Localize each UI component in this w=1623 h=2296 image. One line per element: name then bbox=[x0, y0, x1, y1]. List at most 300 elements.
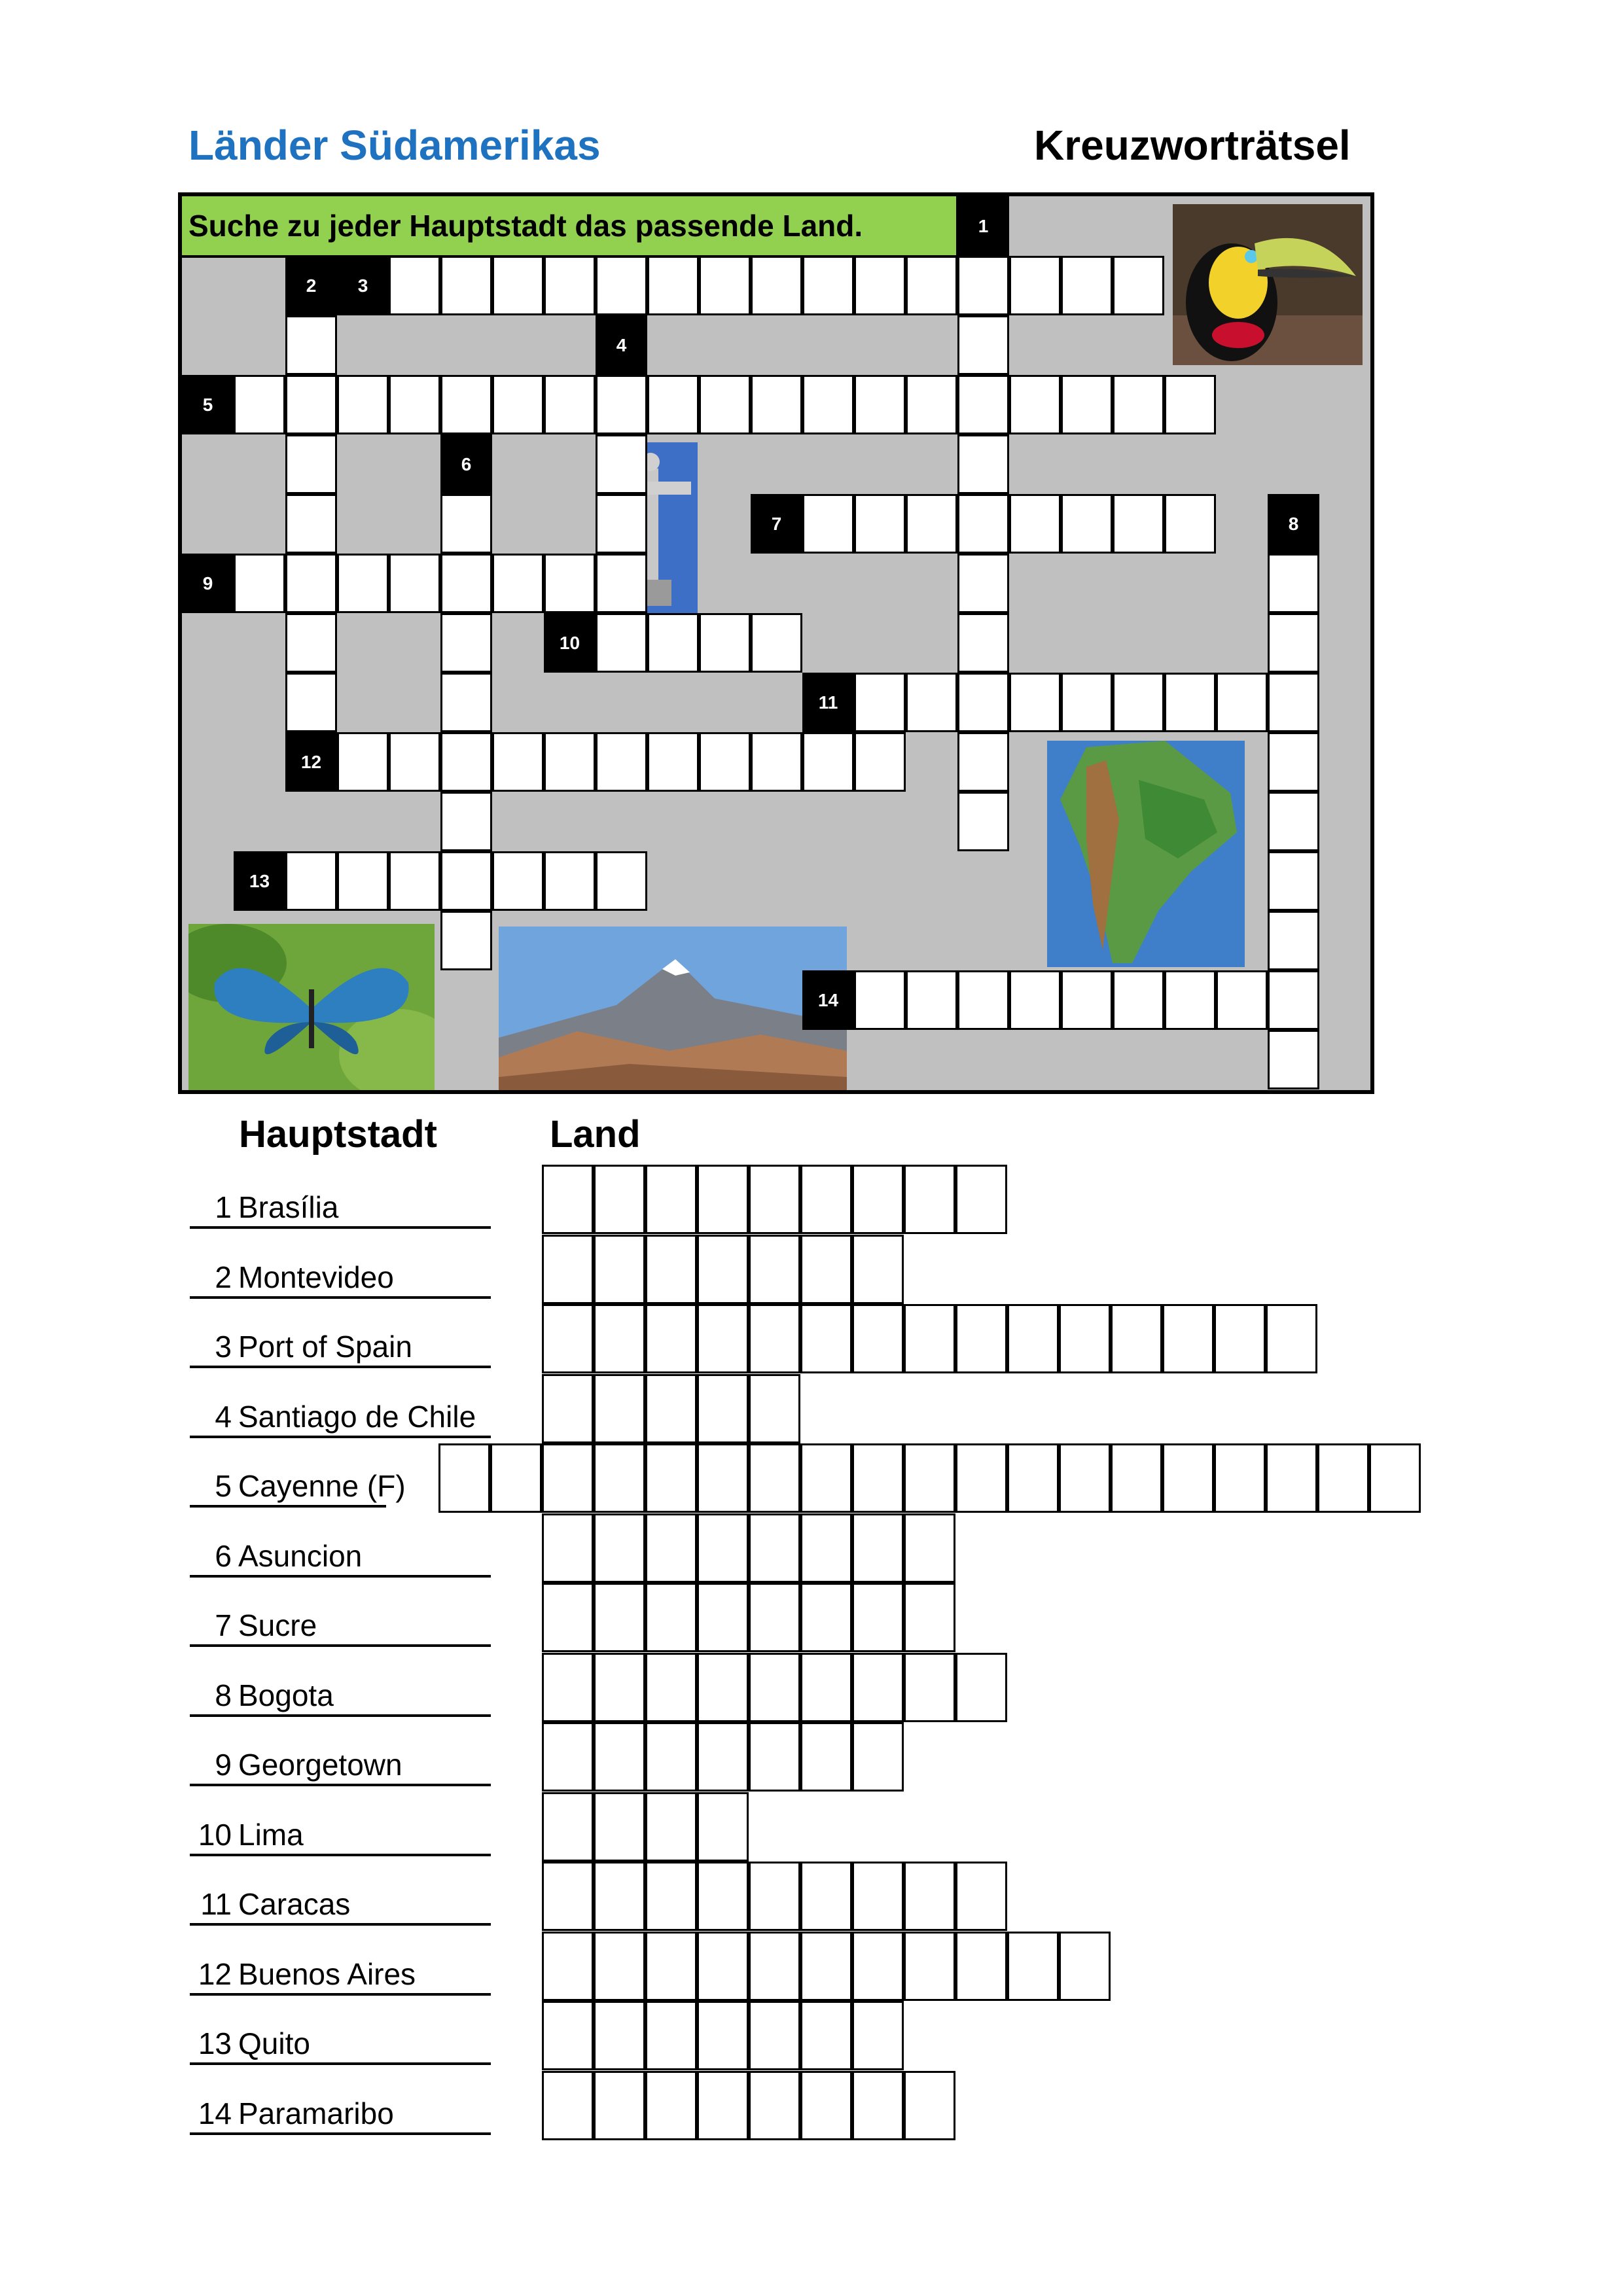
answer-letter-box[interactable] bbox=[852, 1862, 904, 1931]
crossword-cell[interactable] bbox=[285, 315, 337, 375]
crossword-cell[interactable] bbox=[854, 970, 906, 1030]
crossword-cell[interactable] bbox=[1268, 732, 1319, 792]
crossword-cell[interactable] bbox=[1268, 554, 1319, 613]
clue-number: 12 bbox=[198, 1956, 232, 1991]
clue-number: 2 bbox=[215, 1260, 232, 1294]
crossword-cell[interactable] bbox=[751, 256, 802, 315]
crossword-cell[interactable] bbox=[1061, 256, 1113, 315]
crossword-cell[interactable] bbox=[440, 375, 492, 434]
answer-letter-box[interactable] bbox=[904, 1862, 955, 1931]
answer-letter-box[interactable] bbox=[749, 1304, 800, 1373]
crossword-cell[interactable] bbox=[440, 911, 492, 970]
crossword-cell[interactable] bbox=[492, 256, 544, 315]
answer-letter-box[interactable] bbox=[749, 1235, 800, 1304]
answer-letter-box[interactable] bbox=[1369, 1443, 1421, 1513]
crossword-cell[interactable] bbox=[854, 256, 906, 315]
answer-letter-box[interactable] bbox=[749, 1862, 800, 1931]
crossword-cell[interactable] bbox=[1164, 375, 1216, 434]
clue-row bbox=[190, 1329, 491, 1368]
answer-letter-box[interactable] bbox=[800, 1722, 852, 1792]
crossword-cell[interactable] bbox=[492, 732, 544, 792]
crossword-cell[interactable] bbox=[285, 434, 337, 494]
answer-letter-box[interactable] bbox=[645, 1653, 697, 1722]
answer-letter-box[interactable] bbox=[800, 2071, 852, 2140]
clue-capital: Montevideo bbox=[238, 1260, 394, 1294]
crossword-cell[interactable] bbox=[440, 554, 492, 613]
crossword-cell[interactable] bbox=[802, 256, 854, 315]
instruction-banner: Suche zu jeder Hauptstadt das passende Land. bbox=[182, 196, 959, 258]
crossword-cell[interactable] bbox=[389, 554, 440, 613]
clue-row bbox=[190, 1538, 491, 1578]
clue-capital: Port of Spain bbox=[238, 1330, 412, 1364]
crossword-cell[interactable] bbox=[1113, 970, 1164, 1030]
crossword-cell[interactable] bbox=[906, 673, 957, 732]
answer-letter-box[interactable] bbox=[542, 1932, 594, 2001]
answer-letter-box[interactable] bbox=[645, 1513, 697, 1583]
clue-row bbox=[190, 1817, 491, 1856]
answer-letter-box[interactable] bbox=[645, 2001, 697, 2070]
crossword-cell[interactable] bbox=[1009, 494, 1061, 554]
crossword-cell[interactable] bbox=[1113, 375, 1164, 434]
answer-letter-box[interactable] bbox=[697, 1443, 749, 1513]
crossword-cell[interactable] bbox=[699, 613, 751, 673]
crossword-cell[interactable] bbox=[1009, 673, 1061, 732]
answer-letter-box[interactable] bbox=[955, 1165, 1007, 1234]
crossword-cell[interactable] bbox=[1009, 256, 1061, 315]
crossword-cell[interactable] bbox=[544, 732, 596, 792]
blue-morpho-butterfly-photo bbox=[188, 924, 435, 1094]
answer-letter-box[interactable] bbox=[800, 1653, 852, 1722]
answer-letter-box[interactable] bbox=[852, 1165, 904, 1234]
crossword-cell[interactable] bbox=[337, 732, 389, 792]
crossword-cell[interactable] bbox=[492, 554, 544, 613]
crossword-cell[interactable] bbox=[596, 434, 647, 494]
crossword-cell[interactable] bbox=[1113, 673, 1164, 732]
crossword-cell[interactable] bbox=[1164, 673, 1216, 732]
crossword-cell[interactable] bbox=[440, 673, 492, 732]
answer-letter-box[interactable] bbox=[542, 1443, 594, 1513]
clue-row bbox=[190, 1190, 491, 1229]
answer-letter-box[interactable] bbox=[594, 1862, 645, 1931]
crossword-grid bbox=[178, 192, 1374, 1094]
answer-letter-box[interactable] bbox=[955, 1932, 1007, 2001]
clue-row bbox=[190, 1886, 491, 1926]
answer-letter-box[interactable] bbox=[1007, 1932, 1059, 2001]
crossword-cell[interactable] bbox=[285, 375, 337, 434]
crossword-cell[interactable] bbox=[957, 970, 1009, 1030]
clue-number-3: 3 bbox=[337, 256, 389, 315]
answer-letter-box[interactable] bbox=[697, 1932, 749, 2001]
crossword-cell[interactable] bbox=[285, 613, 337, 673]
crossword-cell[interactable] bbox=[285, 554, 337, 613]
clue-number-11: 11 bbox=[802, 673, 854, 732]
crossword-cell[interactable] bbox=[854, 375, 906, 434]
answer-letter-box[interactable] bbox=[904, 1443, 955, 1513]
crossword-cell[interactable] bbox=[234, 375, 285, 434]
answer-letter-box[interactable] bbox=[852, 1304, 904, 1373]
answer-letter-box[interactable] bbox=[904, 1653, 955, 1722]
crossword-cell[interactable] bbox=[957, 673, 1009, 732]
clue-capital: Lima bbox=[238, 1817, 304, 1852]
crossword-cell[interactable] bbox=[544, 375, 596, 434]
crossword-cell[interactable] bbox=[544, 256, 596, 315]
answer-letter-box[interactable] bbox=[645, 1304, 697, 1373]
crossword-cell[interactable] bbox=[1113, 494, 1164, 554]
answer-letter-box[interactable] bbox=[955, 1304, 1007, 1373]
clue-capital: Brasília bbox=[238, 1190, 339, 1224]
crossword-cell[interactable] bbox=[647, 613, 699, 673]
clue-capital: Quito bbox=[238, 2026, 310, 2060]
answer-letter-box[interactable] bbox=[749, 1932, 800, 2001]
answer-letter-box[interactable] bbox=[852, 1722, 904, 1792]
crossword-cell[interactable] bbox=[337, 851, 389, 911]
crossword-cell[interactable] bbox=[389, 732, 440, 792]
crossword-cell[interactable] bbox=[699, 732, 751, 792]
crossword-cell[interactable] bbox=[647, 732, 699, 792]
answer-letter-box[interactable] bbox=[645, 1165, 697, 1234]
crossword-cell[interactable] bbox=[647, 256, 699, 315]
answer-letter-box[interactable] bbox=[1214, 1304, 1266, 1373]
answer-letter-box[interactable] bbox=[645, 1235, 697, 1304]
answer-letter-box[interactable] bbox=[852, 1583, 904, 1652]
clue-capital: Buenos Aires bbox=[238, 1956, 416, 1991]
answer-letter-box[interactable] bbox=[852, 1513, 904, 1583]
answer-letter-box[interactable] bbox=[697, 1792, 749, 1862]
answer-letter-box[interactable] bbox=[800, 1862, 852, 1931]
answer-letter-box[interactable] bbox=[852, 1235, 904, 1304]
crossword-cell[interactable] bbox=[854, 494, 906, 554]
answer-letter-box[interactable] bbox=[594, 1374, 645, 1443]
clue-row bbox=[190, 2096, 491, 2135]
clue-number-1: 1 bbox=[957, 196, 1009, 256]
crossword-cell[interactable] bbox=[389, 851, 440, 911]
answer-letter-box[interactable] bbox=[697, 1862, 749, 1931]
page-subtitle: Kreuzworträtsel bbox=[1034, 122, 1351, 169]
answer-letter-box[interactable] bbox=[697, 1653, 749, 1722]
answer-letter-box[interactable] bbox=[542, 2071, 594, 2140]
crossword-cell[interactable] bbox=[285, 851, 337, 911]
answer-letter-box[interactable] bbox=[697, 1235, 749, 1304]
answer-letter-box[interactable] bbox=[749, 1653, 800, 1722]
crossword-cell[interactable] bbox=[854, 732, 906, 792]
answer-letter-box[interactable] bbox=[1111, 1443, 1162, 1513]
crossword-cell[interactable] bbox=[440, 494, 492, 554]
crossword-cell[interactable] bbox=[440, 792, 492, 851]
answer-letter-box[interactable] bbox=[800, 1304, 852, 1373]
crossword-cell[interactable] bbox=[1061, 970, 1113, 1030]
crossword-cell[interactable] bbox=[440, 256, 492, 315]
crossword-cell[interactable] bbox=[699, 256, 751, 315]
clue-number: 4 bbox=[215, 1399, 232, 1434]
answer-letter-box[interactable] bbox=[1266, 1304, 1317, 1373]
crossword-cell[interactable] bbox=[1268, 792, 1319, 851]
answer-letter-box[interactable] bbox=[542, 1513, 594, 1583]
answer-letter-box[interactable] bbox=[594, 1513, 645, 1583]
answer-letter-box[interactable] bbox=[594, 1235, 645, 1304]
answer-letter-box[interactable] bbox=[697, 2071, 749, 2140]
volcano-desert-photo bbox=[499, 927, 847, 1094]
clue-number-6: 6 bbox=[440, 434, 492, 494]
crossword-cell[interactable] bbox=[285, 673, 337, 732]
capital-column-header: Hauptstadt bbox=[239, 1113, 437, 1156]
answer-letter-box[interactable] bbox=[697, 1513, 749, 1583]
clue-capital: Paramaribo bbox=[238, 2096, 394, 2130]
answer-letter-box[interactable] bbox=[749, 1165, 800, 1234]
answer-letter-box[interactable] bbox=[594, 2001, 645, 2070]
crossword-cell[interactable] bbox=[1268, 851, 1319, 911]
answer-letter-box[interactable] bbox=[594, 1304, 645, 1373]
south-america-map bbox=[1047, 741, 1245, 967]
answer-letter-box[interactable] bbox=[438, 1443, 490, 1513]
clue-number: 8 bbox=[215, 1678, 232, 1712]
clue-row bbox=[190, 2026, 491, 2065]
crossword-cell[interactable] bbox=[699, 375, 751, 434]
crossword-cell[interactable] bbox=[285, 494, 337, 554]
answer-letter-box[interactable] bbox=[800, 1165, 852, 1234]
crossword-cell[interactable] bbox=[440, 613, 492, 673]
answer-letter-box[interactable] bbox=[800, 1932, 852, 2001]
crossword-cell[interactable] bbox=[596, 851, 647, 911]
crossword-cell[interactable] bbox=[1164, 494, 1216, 554]
answer-letter-box[interactable] bbox=[955, 1443, 1007, 1513]
clue-number: 5 bbox=[215, 1469, 232, 1503]
answer-letter-box[interactable] bbox=[1007, 1443, 1059, 1513]
clue-number: 11 bbox=[200, 1887, 232, 1921]
answer-letter-box[interactable] bbox=[749, 1583, 800, 1652]
answer-letter-box[interactable] bbox=[645, 1583, 697, 1652]
answer-letter-box[interactable] bbox=[542, 1722, 594, 1792]
crossword-cell[interactable] bbox=[596, 256, 647, 315]
answer-letter-box[interactable] bbox=[749, 2071, 800, 2140]
answer-letter-box[interactable] bbox=[800, 2001, 852, 2070]
answer-letter-box[interactable] bbox=[542, 1374, 594, 1443]
answer-letter-box[interactable] bbox=[904, 2071, 955, 2140]
crossword-cell[interactable] bbox=[1009, 970, 1061, 1030]
answer-letter-box[interactable] bbox=[594, 1583, 645, 1652]
answer-letter-box[interactable] bbox=[594, 1722, 645, 1792]
answer-letter-box[interactable] bbox=[697, 1583, 749, 1652]
clue-number-5: 5 bbox=[182, 375, 234, 434]
answer-letter-box[interactable] bbox=[800, 1235, 852, 1304]
crossword-cell[interactable] bbox=[957, 613, 1009, 673]
clue-row bbox=[190, 1468, 406, 1508]
crossword-cell[interactable] bbox=[906, 375, 957, 434]
crossword-cell[interactable] bbox=[906, 494, 957, 554]
answer-letter-box[interactable] bbox=[594, 1792, 645, 1862]
answer-letter-box[interactable] bbox=[1317, 1443, 1369, 1513]
answer-letter-box[interactable] bbox=[645, 1792, 697, 1862]
crossword-cell[interactable] bbox=[596, 375, 647, 434]
crossword-cell[interactable] bbox=[1268, 970, 1319, 1030]
answer-letter-box[interactable] bbox=[645, 1722, 697, 1792]
clue-row bbox=[190, 1678, 491, 1717]
answer-letter-box[interactable] bbox=[800, 1583, 852, 1652]
clue-number: 1 bbox=[215, 1190, 232, 1224]
crossword-cell[interactable] bbox=[906, 256, 957, 315]
crossword-cell[interactable] bbox=[957, 315, 1009, 375]
answer-letter-box[interactable] bbox=[800, 1513, 852, 1583]
answer-letter-box[interactable] bbox=[594, 1932, 645, 2001]
answer-letter-box[interactable] bbox=[594, 1443, 645, 1513]
crossword-cell[interactable] bbox=[337, 554, 389, 613]
crossword-cell[interactable] bbox=[647, 375, 699, 434]
answer-letter-box[interactable] bbox=[749, 2001, 800, 2070]
answer-letter-box[interactable] bbox=[697, 1722, 749, 1792]
crossword-cell[interactable] bbox=[440, 851, 492, 911]
answer-letter-box[interactable] bbox=[645, 2071, 697, 2140]
clue-number-7: 7 bbox=[751, 494, 802, 554]
crossword-cell[interactable] bbox=[389, 256, 440, 315]
crossword-cell[interactable] bbox=[1113, 256, 1164, 315]
crossword-cell[interactable] bbox=[1216, 970, 1268, 1030]
answer-letter-box[interactable] bbox=[542, 1862, 594, 1931]
clue-row bbox=[190, 1747, 491, 1786]
answer-letter-box[interactable] bbox=[542, 1165, 594, 1234]
crossword-cell[interactable] bbox=[1268, 911, 1319, 970]
answer-letter-box[interactable] bbox=[852, 1443, 904, 1513]
answer-letter-box[interactable] bbox=[594, 1653, 645, 1722]
answer-letter-box[interactable] bbox=[645, 1374, 697, 1443]
crossword-cell[interactable] bbox=[1216, 673, 1268, 732]
answer-letter-box[interactable] bbox=[542, 1304, 594, 1373]
answer-letter-box[interactable] bbox=[1059, 1443, 1111, 1513]
clue-number-9: 9 bbox=[182, 554, 234, 613]
answer-letter-box[interactable] bbox=[490, 1443, 542, 1513]
answer-letter-box[interactable] bbox=[594, 2071, 645, 2140]
crossword-cell[interactable] bbox=[596, 554, 647, 613]
answer-letter-box[interactable] bbox=[955, 1653, 1007, 1722]
answer-letter-box[interactable] bbox=[904, 1932, 955, 2001]
crossword-cell[interactable] bbox=[1009, 375, 1061, 434]
answer-letter-box[interactable] bbox=[542, 2001, 594, 2070]
answer-letter-box[interactable] bbox=[749, 1513, 800, 1583]
clue-number-4: 4 bbox=[596, 315, 647, 375]
clue-capital: Bogota bbox=[238, 1678, 334, 1712]
clue-capital: Georgetown bbox=[238, 1748, 402, 1782]
answer-letter-box[interactable] bbox=[1214, 1443, 1266, 1513]
answer-letter-box[interactable] bbox=[1059, 1304, 1111, 1373]
crossword-cell[interactable] bbox=[957, 375, 1009, 434]
clue-number-2: 2 bbox=[285, 256, 337, 315]
crossword-cell[interactable] bbox=[596, 494, 647, 554]
crossword-cell[interactable] bbox=[1061, 494, 1113, 554]
clue-number: 3 bbox=[215, 1330, 232, 1364]
clue-number-14: 14 bbox=[802, 970, 854, 1030]
toucan-photo bbox=[1173, 204, 1363, 365]
answer-letter-box[interactable] bbox=[1059, 1932, 1111, 2001]
answer-letter-box[interactable] bbox=[1007, 1304, 1059, 1373]
answer-letter-box[interactable] bbox=[955, 1862, 1007, 1931]
crossword-cell[interactable] bbox=[802, 494, 854, 554]
clue-capital: Caracas bbox=[238, 1887, 351, 1921]
crossword-cell[interactable] bbox=[906, 970, 957, 1030]
clue-number: 13 bbox=[198, 2026, 232, 2060]
crossword-cell[interactable] bbox=[957, 732, 1009, 792]
crossword-cell[interactable] bbox=[751, 375, 802, 434]
crossword-cell[interactable] bbox=[492, 375, 544, 434]
crossword-cell[interactable] bbox=[854, 673, 906, 732]
answer-letter-box[interactable] bbox=[542, 1235, 594, 1304]
clue-number: 7 bbox=[215, 1608, 232, 1642]
crossword-cell[interactable] bbox=[957, 494, 1009, 554]
crossword-cell[interactable] bbox=[1164, 970, 1216, 1030]
crossword-cell[interactable] bbox=[544, 851, 596, 911]
answer-letter-box[interactable] bbox=[542, 1653, 594, 1722]
crossword-cell[interactable] bbox=[751, 732, 802, 792]
crossword-cell[interactable] bbox=[1268, 1030, 1319, 1089]
answer-letter-box[interactable] bbox=[645, 1443, 697, 1513]
crossword-cell[interactable] bbox=[1061, 375, 1113, 434]
answer-letter-box[interactable] bbox=[904, 1513, 955, 1583]
crossword-cell[interactable] bbox=[596, 613, 647, 673]
clue-number-8: 8 bbox=[1268, 494, 1319, 554]
clue-row bbox=[190, 1956, 491, 1996]
answer-letter-box[interactable] bbox=[542, 1792, 594, 1862]
clue-row bbox=[190, 1399, 491, 1438]
crossword-cell[interactable] bbox=[389, 375, 440, 434]
answer-letter-box[interactable] bbox=[697, 1374, 749, 1443]
answer-letter-box[interactable] bbox=[852, 1932, 904, 2001]
answer-letter-box[interactable] bbox=[904, 1165, 955, 1234]
answer-letter-box[interactable] bbox=[852, 2071, 904, 2140]
crossword-cell[interactable] bbox=[1268, 613, 1319, 673]
clue-number-13: 13 bbox=[234, 851, 285, 911]
clue-number: 9 bbox=[215, 1748, 232, 1782]
answer-letter-box[interactable] bbox=[904, 1583, 955, 1652]
crossword-cell[interactable] bbox=[234, 554, 285, 613]
crossword-cell[interactable] bbox=[492, 851, 544, 911]
answer-letter-box[interactable] bbox=[800, 1443, 852, 1513]
crossword-cell[interactable] bbox=[802, 375, 854, 434]
answer-letter-box[interactable] bbox=[697, 1165, 749, 1234]
answer-letter-box[interactable] bbox=[542, 1583, 594, 1652]
crossword-cell[interactable] bbox=[751, 613, 802, 673]
answer-letter-box[interactable] bbox=[697, 1304, 749, 1373]
answer-letter-box[interactable] bbox=[749, 1722, 800, 1792]
crossword-cell[interactable] bbox=[802, 732, 854, 792]
answer-letter-box[interactable] bbox=[852, 2001, 904, 2070]
clue-row bbox=[190, 1608, 491, 1647]
answer-letter-box[interactable] bbox=[594, 1165, 645, 1234]
crossword-cell[interactable] bbox=[596, 732, 647, 792]
crossword-cell[interactable] bbox=[1061, 673, 1113, 732]
crossword-cell[interactable] bbox=[544, 554, 596, 613]
answer-letter-box[interactable] bbox=[904, 1304, 955, 1373]
answer-letter-box[interactable] bbox=[697, 2001, 749, 2070]
crossword-cell[interactable] bbox=[1268, 673, 1319, 732]
clue-capital: Asuncion bbox=[238, 1538, 363, 1573]
answer-letter-box[interactable] bbox=[1162, 1304, 1214, 1373]
answer-letter-box[interactable] bbox=[645, 1862, 697, 1931]
clue-number-10: 10 bbox=[544, 613, 596, 673]
clue-number-12: 12 bbox=[285, 732, 337, 792]
crossword-cell[interactable] bbox=[440, 732, 492, 792]
crossword-cell[interactable] bbox=[957, 256, 1009, 315]
country-column-header: Land bbox=[550, 1113, 641, 1156]
answer-letter-box[interactable] bbox=[1111, 1304, 1162, 1373]
crossword-cell[interactable] bbox=[957, 554, 1009, 613]
answer-letter-box[interactable] bbox=[645, 1932, 697, 2001]
answer-letter-box[interactable] bbox=[852, 1653, 904, 1722]
answer-letter-box[interactable] bbox=[1162, 1443, 1214, 1513]
crossword-cell[interactable] bbox=[337, 375, 389, 434]
answer-letter-box[interactable] bbox=[749, 1443, 800, 1513]
answer-letter-box[interactable] bbox=[749, 1374, 800, 1443]
answer-letter-box[interactable] bbox=[1266, 1443, 1317, 1513]
crossword-cell[interactable] bbox=[957, 434, 1009, 494]
clue-capital: Cayenne (F) bbox=[238, 1469, 406, 1503]
crossword-cell[interactable] bbox=[957, 792, 1009, 851]
